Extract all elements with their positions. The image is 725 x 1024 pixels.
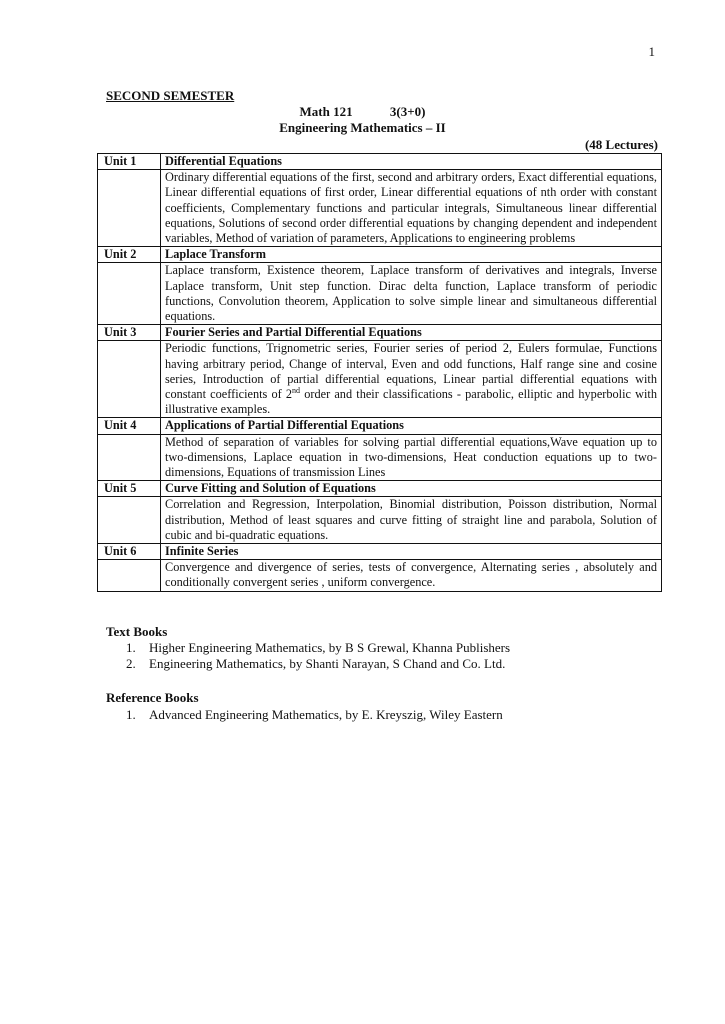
list-number: 1. bbox=[126, 640, 136, 655]
course-code: Math 121 bbox=[299, 104, 353, 119]
unit-content-row bbox=[98, 434, 662, 481]
text-books-list bbox=[126, 640, 510, 672]
unit-label: Unit 3 bbox=[98, 325, 161, 341]
book-entry: Advanced Engineering Mathematics, by E. Kreyszig, Wiley Eastern bbox=[149, 707, 503, 722]
unit-title: Differential Equations bbox=[161, 154, 662, 170]
book-entry: Engineering Mathematics, by Shanti Narayan, S Chand and Co. Ltd. bbox=[149, 656, 506, 671]
unit-label: Unit 2 bbox=[98, 247, 161, 263]
course-code-line bbox=[0, 104, 725, 120]
unit-label: Unit 6 bbox=[98, 544, 161, 560]
lecture-count: (48 Lectures) bbox=[584, 137, 658, 152]
book-entry: Higher Engineering Mathematics, by B S Grewal, Khanna Publishers bbox=[149, 640, 511, 655]
unit-content-part: Periodic functions, Trignometric series, Fourier series of period 2, Eulers formulae, Functions having arbitrary period, Change of interval, Even and odd functions, Half range sine and cosine series, Introduction of partial differential equations, Linear partial differential equations with constant coefficients of 2 bbox=[165, 341, 657, 402]
ordinal-superscript: nd bbox=[292, 385, 301, 395]
unit-label-empty bbox=[98, 170, 161, 247]
unit-content-row bbox=[98, 497, 662, 544]
unit-label: Unit 5 bbox=[98, 481, 161, 497]
unit-title-row bbox=[98, 325, 662, 341]
unit-label-empty bbox=[98, 497, 161, 544]
unit-title-row bbox=[98, 544, 662, 560]
list-item bbox=[126, 640, 510, 656]
unit-content: Ordinary differential equations of the first, second and arbitrary orders, Exact differential equations, Linear differential equations of first order, Linear differential equations of nth order with constant coefficients, Complementary functions and particular integrals, Simultaneous linear differential equations, Solutions of second order differential equations by changing dependent and independent variables, Method of variation of parameters, Applications to engineering problems bbox=[161, 170, 662, 247]
unit-label-empty bbox=[98, 560, 161, 591]
unit-title: Infinite Series bbox=[161, 544, 662, 560]
reference-books-list bbox=[126, 707, 503, 723]
text-books-heading: Text Books bbox=[106, 624, 168, 639]
unit-title: Fourier Series and Partial Differential Equations bbox=[161, 325, 662, 341]
unit-title-row bbox=[98, 481, 662, 497]
list-item bbox=[126, 656, 510, 672]
unit-content: Correlation and Regression, Interpolation, Binomial distribution, Poisson distribution, Normal distribution, Method of least squares and curve fitting of straight line and parabola, Solution of cubic and bi-quadratic equations. bbox=[161, 497, 662, 544]
list-item bbox=[126, 707, 503, 723]
units-table bbox=[97, 153, 662, 592]
unit-label-empty bbox=[98, 341, 161, 418]
unit-title: Applications of Partial Differential Equations bbox=[161, 418, 662, 434]
unit-label-empty bbox=[98, 434, 161, 481]
unit-content-row bbox=[98, 560, 662, 591]
list-number: 1. bbox=[126, 707, 136, 722]
unit-label: Unit 4 bbox=[98, 418, 161, 434]
unit-content: Method of separation of variables for solving partial differential equations,Wave equation up to two-dimensions, Laplace equation in two-dimensions, Heat conduction equations up to two-dimensions, Equations of transmission Lines bbox=[161, 434, 662, 481]
unit-content-row bbox=[98, 341, 662, 418]
unit-content: Convergence and divergence of series, tests of convergence, Alternating series , absolutely and conditionally convergent series , uniform convergence. bbox=[161, 560, 662, 591]
course-title: Engineering Mathematics – II bbox=[279, 120, 446, 135]
unit-title: Laplace Transform bbox=[161, 247, 662, 263]
semester-heading: SECOND SEMESTER bbox=[106, 88, 235, 103]
unit-content: Laplace transform, Existence theorem, Laplace transform of derivatives and integrals, Inverse Laplace transform, Unit step function. Dirac delta function, Laplace transform of periodic functions, Convolution theorem, Application to solve simple linear and simultaneous differential equations. bbox=[161, 263, 662, 325]
page-number: 1 bbox=[648, 44, 655, 59]
unit-label: Unit 1 bbox=[98, 154, 161, 170]
unit-content-row bbox=[98, 263, 662, 325]
unit-title-row bbox=[98, 418, 662, 434]
unit-title-row bbox=[98, 154, 662, 170]
unit-content-part: order and their classifications - parabolic, elliptic and hyperbolic with illustrative examples. bbox=[165, 387, 657, 417]
unit-content-row bbox=[98, 170, 662, 247]
unit-title-row bbox=[98, 247, 662, 263]
course-credits: 3(3+0) bbox=[389, 104, 426, 119]
unit-title: Curve Fitting and Solution of Equations bbox=[161, 481, 662, 497]
unit-label-empty bbox=[98, 263, 161, 325]
reference-books-heading: Reference Books bbox=[106, 690, 199, 705]
unit-content bbox=[161, 341, 662, 418]
list-number: 2. bbox=[126, 656, 136, 671]
